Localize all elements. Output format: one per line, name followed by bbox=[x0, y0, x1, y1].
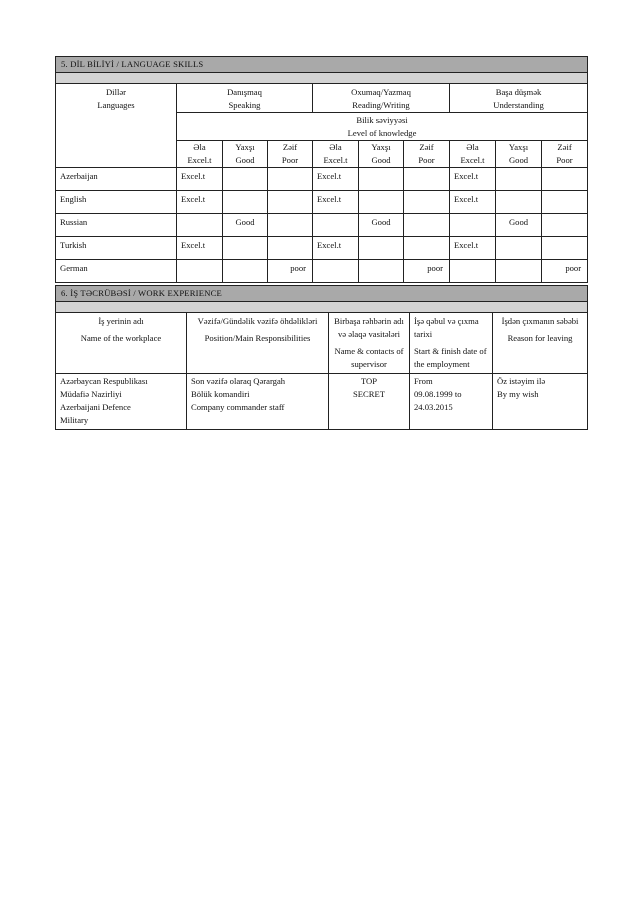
skill-level-cell bbox=[496, 237, 542, 260]
skill-level-cell bbox=[404, 168, 450, 191]
level-of-knowledge-header bbox=[177, 113, 588, 141]
speaking-column-header bbox=[177, 84, 313, 113]
language-section-title: 5. DİL BİLİYİ / LANGUAGE SKILLS bbox=[56, 57, 588, 73]
skill-level-cell: poor bbox=[542, 260, 588, 283]
header-az: Oxumaq/Yazmaq bbox=[351, 87, 411, 97]
level-az: Əla bbox=[193, 142, 206, 152]
language-row bbox=[56, 191, 588, 214]
level-header-cell bbox=[313, 141, 359, 168]
cell-line: Öz istəyim ilə bbox=[497, 376, 546, 386]
skill-level-cell bbox=[177, 260, 223, 283]
language-skills-table bbox=[55, 56, 588, 283]
section-divider bbox=[56, 302, 588, 313]
language-row bbox=[56, 260, 588, 283]
cell-line: Military bbox=[60, 415, 89, 425]
work-dates-cell bbox=[410, 374, 493, 430]
language-name: Turkish bbox=[56, 237, 177, 260]
skill-level-cell bbox=[313, 214, 359, 237]
skill-level-cell: Excel.t bbox=[450, 237, 496, 260]
cell-line: 24.03.2015 bbox=[414, 402, 453, 412]
work-workplace-cell bbox=[56, 374, 187, 430]
level-en: Good bbox=[235, 155, 255, 165]
section-divider bbox=[56, 73, 588, 84]
skill-level-cell: Excel.t bbox=[313, 191, 359, 214]
skill-level-cell bbox=[359, 260, 404, 283]
cell-line: TOP bbox=[360, 376, 378, 386]
language-row bbox=[56, 214, 588, 237]
cell-line: Müdafiə Nazirliyi bbox=[60, 389, 122, 399]
level-header-cell bbox=[496, 141, 542, 168]
skill-level-cell bbox=[542, 237, 588, 260]
skill-level-cell bbox=[177, 214, 223, 237]
level-en: Good bbox=[508, 155, 529, 165]
work-position-cell bbox=[187, 374, 329, 430]
language-name: German bbox=[56, 260, 177, 283]
skill-level-cell: Good bbox=[223, 214, 268, 237]
skill-level-cell: Excel.t bbox=[313, 168, 359, 191]
work-column-header bbox=[56, 313, 187, 374]
cell-line: Bölük komandiri bbox=[191, 389, 250, 399]
skill-level-cell bbox=[496, 168, 542, 191]
languages-column-header bbox=[56, 84, 177, 168]
language-name: Russian bbox=[56, 214, 177, 237]
skill-level-cell bbox=[404, 237, 450, 260]
level-header-cell bbox=[450, 141, 496, 168]
skill-level-cell: Excel.t bbox=[450, 168, 496, 191]
cell-line: From bbox=[414, 376, 433, 386]
skill-level-cell bbox=[542, 168, 588, 191]
skill-level-cell bbox=[223, 237, 268, 260]
cell-line: By my wish bbox=[497, 389, 539, 399]
skill-level-cell: Excel.t bbox=[177, 191, 223, 214]
skill-level-cell: Excel.t bbox=[177, 168, 223, 191]
level-az: Yaxşı bbox=[508, 142, 529, 152]
work-column-header bbox=[187, 313, 329, 374]
skill-level-cell bbox=[450, 214, 496, 237]
skill-level-cell bbox=[404, 191, 450, 214]
cell-line: Company commander staff bbox=[191, 402, 285, 412]
level-header-cell bbox=[223, 141, 268, 168]
skill-level-cell: Excel.t bbox=[313, 237, 359, 260]
level-header-cell bbox=[359, 141, 404, 168]
skill-level-cell: Excel.t bbox=[450, 191, 496, 214]
work-column-header bbox=[493, 313, 588, 374]
skill-level-cell bbox=[496, 260, 542, 283]
work-row bbox=[56, 374, 588, 430]
skill-level-cell bbox=[496, 191, 542, 214]
header-az: Birbaşa rəhbərin adı və əlaqə vasitələri bbox=[334, 316, 404, 339]
skill-level-cell bbox=[542, 214, 588, 237]
skill-level-cell bbox=[359, 168, 404, 191]
level-en: Excel.t bbox=[187, 155, 212, 165]
level-header-cell bbox=[268, 141, 313, 168]
understanding-column-header bbox=[450, 84, 588, 113]
level-en: Good bbox=[371, 155, 391, 165]
skill-level-cell bbox=[359, 237, 404, 260]
level-en: Poor bbox=[281, 155, 299, 165]
level-az: Əla bbox=[466, 142, 479, 152]
header-en: Speaking bbox=[228, 100, 261, 110]
level-header-cell bbox=[404, 141, 450, 168]
cell-line: Azerbaijani Defence bbox=[60, 402, 131, 412]
skill-level-cell bbox=[268, 168, 313, 191]
cell-line: Azərbaycan Respublikası bbox=[60, 376, 148, 386]
level-en: Excel.t bbox=[323, 155, 348, 165]
level-en: Excel.t bbox=[460, 155, 485, 165]
level-header-cell bbox=[177, 141, 223, 168]
skill-level-cell bbox=[450, 260, 496, 283]
work-column-header bbox=[329, 313, 410, 374]
work-column-header bbox=[410, 313, 493, 374]
skill-level-cell: Excel.t bbox=[177, 237, 223, 260]
level-en: Poor bbox=[418, 155, 435, 165]
language-name: English bbox=[56, 191, 177, 214]
header-en: Start & finish date of the employment bbox=[414, 346, 487, 369]
reading-writing-column-header bbox=[313, 84, 450, 113]
skill-level-cell bbox=[268, 191, 313, 214]
header-az: Vəzifə/Gündəlik vəzifə öhdəlikləri bbox=[197, 316, 318, 326]
language-row bbox=[56, 237, 588, 260]
work-experience-table bbox=[55, 285, 588, 430]
header-en: Languages bbox=[97, 100, 135, 110]
skill-level-cell bbox=[404, 214, 450, 237]
level-az: Əla bbox=[329, 142, 342, 152]
header-en: Reading/Writing bbox=[352, 100, 410, 110]
header-az: Dillər bbox=[105, 87, 127, 97]
header-az: İş yerinin adı bbox=[98, 316, 144, 326]
header-az: Bilik səviyyəsi bbox=[356, 115, 408, 125]
work-reason-cell bbox=[493, 374, 588, 430]
header-en: Name of the workplace bbox=[80, 333, 162, 343]
skill-level-cell: poor bbox=[404, 260, 450, 283]
header-en: Reason for leaving bbox=[507, 333, 573, 343]
level-az: Zəif bbox=[419, 142, 434, 152]
skill-level-cell bbox=[268, 237, 313, 260]
language-name: Azerbaijan bbox=[56, 168, 177, 191]
skill-level-cell: poor bbox=[268, 260, 313, 283]
skill-level-cell bbox=[359, 191, 404, 214]
cell-line: 09.08.1999 to bbox=[414, 389, 462, 399]
header-en: Name & contacts of supervisor bbox=[334, 346, 404, 369]
skill-level-cell bbox=[268, 214, 313, 237]
language-row bbox=[56, 168, 588, 191]
skill-level-cell bbox=[313, 260, 359, 283]
level-az: Yaxşı bbox=[235, 142, 255, 152]
header-en: Understanding bbox=[493, 100, 544, 110]
header-az: İşə qəbul və çıxma tarixi bbox=[414, 316, 479, 339]
level-en: Poor bbox=[556, 155, 573, 165]
header-az: Başa düşmək bbox=[495, 87, 542, 97]
cell-line: SECRET bbox=[353, 389, 385, 399]
header-az: İşdən çıxmanın səbəbi bbox=[501, 316, 579, 326]
level-header-cell bbox=[542, 141, 588, 168]
skill-level-cell bbox=[542, 191, 588, 214]
skill-level-cell bbox=[223, 191, 268, 214]
header-az: Danışmaq bbox=[227, 87, 262, 97]
header-en: Position/Main Responsibilities bbox=[204, 333, 311, 343]
work-section-title: 6. İŞ TƏCRÜBƏSİ / WORK EXPERIENCE bbox=[56, 286, 588, 302]
skill-level-cell bbox=[223, 168, 268, 191]
level-az: Yaxşı bbox=[371, 142, 391, 152]
level-az: Zəif bbox=[282, 142, 298, 152]
cell-line: Son vəzifə olaraq Qərargah bbox=[191, 376, 286, 386]
skill-level-cell bbox=[223, 260, 268, 283]
skill-level-cell: Good bbox=[359, 214, 404, 237]
level-az: Zəif bbox=[557, 142, 572, 152]
header-en: Level of knowledge bbox=[347, 128, 417, 138]
work-supervisor-cell bbox=[329, 374, 410, 430]
skill-level-cell: Good bbox=[496, 214, 542, 237]
